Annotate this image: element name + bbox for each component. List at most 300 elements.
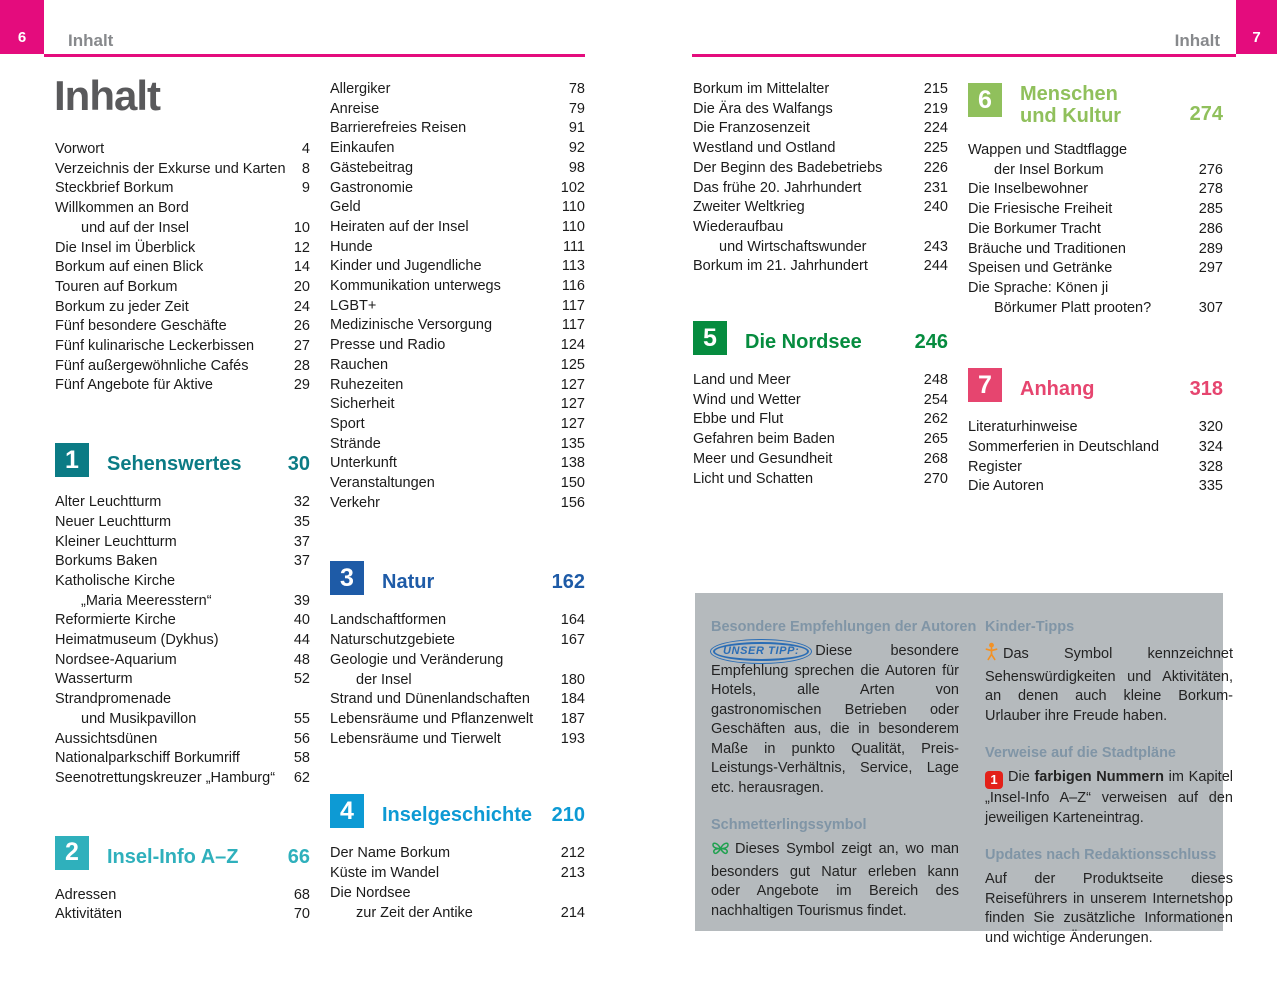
toc-entry xyxy=(693,198,948,218)
toc-entry xyxy=(55,258,310,278)
section-page-number: 30 xyxy=(287,453,310,476)
toc-entry xyxy=(330,376,585,396)
section-number-badge: 5 xyxy=(693,321,727,355)
toc-entry-page: 328 xyxy=(1198,458,1223,475)
section-page-number: 318 xyxy=(1189,378,1223,401)
toc-entry xyxy=(330,631,585,651)
toc-entry-label: Aktivitäten xyxy=(55,906,122,923)
toc-entry-label: der Insel Borkum xyxy=(994,161,1104,178)
toc-entry xyxy=(968,279,1223,299)
toc-entry-label: Die Borkumer Tracht xyxy=(968,220,1101,237)
toc-entry xyxy=(55,493,310,513)
toc-entry-page: 289 xyxy=(1198,240,1223,257)
toc-entry xyxy=(55,552,310,572)
toc-entry xyxy=(968,240,1223,260)
toc-entry xyxy=(693,430,948,450)
toc-entry-page: 262 xyxy=(923,411,948,428)
toc-entry xyxy=(55,239,310,259)
toc-entry-page: 110 xyxy=(561,199,585,216)
toc-entry-page: 213 xyxy=(560,865,585,882)
toc-entry-page: 14 xyxy=(293,259,310,276)
running-header-right: Inhalt xyxy=(1174,31,1220,50)
toc-entry-label: Wiederaufbau xyxy=(693,218,784,235)
toc-entry-page: 56 xyxy=(293,730,310,747)
toc-column-2 xyxy=(330,80,585,923)
toc-entry-page: 286 xyxy=(1198,220,1223,237)
legend-paragraph-empfehlungen xyxy=(711,642,959,798)
toc-entry-page: 219 xyxy=(923,100,948,117)
toc-entry-page: 113 xyxy=(561,258,585,275)
toc-entry-page: 39 xyxy=(293,592,310,609)
toc-entry xyxy=(330,884,585,904)
toc-entry-label: Adressen xyxy=(55,886,117,903)
section-header-nordsee xyxy=(693,321,948,355)
toc-entry xyxy=(968,161,1223,181)
toc-entry-page: 52 xyxy=(293,671,310,688)
toc-entry-label: Land und Meer xyxy=(693,372,791,389)
toc-entry xyxy=(55,670,310,690)
toc-geschichte-list xyxy=(693,80,948,277)
toc-entry-label: Bräuche und Traditionen xyxy=(968,240,1126,257)
toc-entry xyxy=(330,198,585,218)
toc-entry-label: Literaturhinweise xyxy=(968,419,1078,436)
legend-text: Das Symbol kennzeichnet Sehenswürdigkeiten und Aktivitäten, an denen auch kleine Borkum-Urlauber ihre Freude haben. xyxy=(985,646,1233,724)
toc-entry-page: 243 xyxy=(923,238,948,255)
section-page-number: 66 xyxy=(287,845,310,868)
toc-entry xyxy=(330,159,585,179)
toc-entry-page: 248 xyxy=(923,372,948,389)
toc-entry-page: 58 xyxy=(293,750,310,767)
toc-entry-label: Die Sprache: Könen ji xyxy=(968,279,1109,296)
toc-entry-label: Der Name Borkum xyxy=(330,845,451,862)
toc-entry-label: Licht und Schatten xyxy=(693,470,814,487)
toc-entry-label: Neuer Leuchtturm xyxy=(55,513,172,530)
toc-entry xyxy=(55,749,310,769)
section-page-number: 246 xyxy=(914,331,948,354)
toc-entry-label: Heimatmuseum (Dykhus) xyxy=(55,632,219,649)
toc-entry-page: 55 xyxy=(293,710,310,727)
butterfly-icon xyxy=(711,841,730,863)
section-title: Sehenswertes xyxy=(107,453,242,476)
toc-entry-page: 10 xyxy=(293,219,310,236)
toc-entry-page: 297 xyxy=(1198,260,1223,277)
toc-entry-label: Fünf kulinarische Leckerbissen xyxy=(55,338,255,355)
toc-entry-label: Katholische Kirche xyxy=(55,572,176,589)
toc-entry xyxy=(330,316,585,336)
toc-entry-page: 12 xyxy=(293,239,310,256)
toc-entry-page: 254 xyxy=(923,391,948,408)
toc-entry-label: Der Beginn des Badebetriebs xyxy=(693,159,883,176)
toc-entry xyxy=(55,278,310,298)
section-page-number: 210 xyxy=(551,804,585,827)
toc-entry-label: Anreise xyxy=(330,100,380,117)
toc-entry-page: 24 xyxy=(293,298,310,315)
toc-entry-page: 37 xyxy=(293,533,310,550)
toc-entry xyxy=(330,179,585,199)
toc-entry-page: 79 xyxy=(568,100,585,117)
toc-entry xyxy=(55,690,310,710)
toc-entry xyxy=(55,199,310,219)
toc-entry-label: und Musikpavillon xyxy=(81,710,197,727)
toc-entry xyxy=(330,454,585,474)
toc-entry-label: Die Nordsee xyxy=(330,884,411,901)
toc-entry-label: Verzeichnis der Exkurse und Karten xyxy=(55,160,286,177)
legend-text: Dieses Symbol zeigt an, wo man besonders gut Natur erleben kann oder Angebote im Bereich des nachhaltigen Tourismus findet. xyxy=(711,841,959,919)
toc-entry xyxy=(330,119,585,139)
section-title: Die Nordsee xyxy=(745,331,862,354)
toc-entry-label: und Wirtschaftswunder xyxy=(719,238,867,255)
toc-entry-page: 48 xyxy=(293,651,310,668)
toc-entry xyxy=(693,119,948,139)
toc-entry-label: Wappen und Stadtflagge xyxy=(968,142,1128,158)
toc-entry-label: Borkum zu jeder Zeit xyxy=(55,298,189,315)
toc-entry-label: Veranstaltungen xyxy=(330,475,435,492)
toc-entry-label: der Insel xyxy=(356,671,412,688)
toc-entry-label: Geologie und Veränderung xyxy=(330,651,504,668)
toc-entry-page: 226 xyxy=(923,159,948,176)
section-header-menschen-kultur xyxy=(968,83,1223,127)
toc-entry xyxy=(55,337,310,357)
child-icon xyxy=(985,642,998,668)
toc-entry-page: 285 xyxy=(1198,201,1223,218)
toc-entry xyxy=(330,356,585,376)
toc-entry-page: 212 xyxy=(560,845,585,862)
toc-entry-page: 265 xyxy=(923,431,948,448)
toc-entry xyxy=(693,410,948,430)
section-header-sehenswertes xyxy=(55,443,310,477)
toc-entry-page: 127 xyxy=(560,415,585,432)
toc-entry xyxy=(968,141,1223,161)
toc-entry-label: Die Inselbewohner xyxy=(968,181,1089,198)
legend-heading-empfehlungen: Besondere Empfehlungen der Autoren xyxy=(711,619,977,635)
section-number-badge: 2 xyxy=(55,836,89,870)
toc-entry xyxy=(55,905,310,925)
toc-entry-label: Nationalparkschiff Borkumriff xyxy=(55,750,240,767)
toc-entry-label: Einkaufen xyxy=(330,140,395,157)
toc-entry-label: Borkum im Mittelalter xyxy=(693,81,830,97)
toc-entry-label: Touren auf Borkum xyxy=(55,278,178,295)
toc-entry-page: 91 xyxy=(568,120,585,137)
toc-entry xyxy=(330,671,585,691)
toc-entry-page: 26 xyxy=(293,318,310,335)
toc-entry xyxy=(968,180,1223,200)
toc-entry xyxy=(330,844,585,864)
section-header-insel-info xyxy=(55,836,310,870)
toc-entry-page: 138 xyxy=(560,455,585,472)
toc-entry xyxy=(330,257,585,277)
toc-entry-label: Seenotrettungskreuzer „Hamburg“ xyxy=(55,769,276,786)
toc-entry xyxy=(55,160,310,180)
toc-entry xyxy=(330,690,585,710)
toc-entry-page: 307 xyxy=(1198,299,1223,316)
toc-entry-page: 4 xyxy=(301,141,310,157)
legend-heading-schmetterling: Schmetterlingssymbol xyxy=(711,817,867,833)
toc-entry xyxy=(55,376,310,396)
toc-entry xyxy=(330,100,585,120)
toc-entry-page: 98 xyxy=(568,159,585,176)
map-number-badge: 1 xyxy=(985,771,1003,789)
toc-entry-page: 278 xyxy=(1198,181,1223,198)
legend-text: Die xyxy=(1008,769,1035,785)
section-page-number: 274 xyxy=(1189,103,1223,125)
page-number-right: 7 xyxy=(1252,29,1261,46)
page-number-left: 6 xyxy=(17,29,27,46)
toc-entry-page: 78 xyxy=(568,81,585,97)
toc-entry-label: Alter Leuchtturm xyxy=(55,494,162,511)
toc-entry xyxy=(693,450,948,470)
toc-entry-page: 124 xyxy=(560,337,585,354)
toc-entry-page: 184 xyxy=(560,691,585,708)
toc-entry-label: Gästebeitrag xyxy=(330,159,414,176)
toc-entry-label: Reformierte Kirche xyxy=(55,612,176,629)
toc-entry-label: Fünf besondere Geschäfte xyxy=(55,318,227,335)
toc-entry xyxy=(330,710,585,730)
toc-section6-list xyxy=(968,141,1223,318)
toc-entry-page: 180 xyxy=(560,671,585,688)
toc-entry-label: Allergiker xyxy=(330,81,391,97)
toc-entry-label: Nordsee-Aquarium xyxy=(55,651,177,668)
toc-entry xyxy=(693,218,948,238)
toc-entry-label: zur Zeit der Antike xyxy=(356,904,473,921)
toc-entry-label: Geld xyxy=(330,199,361,216)
toc-entry-label: Register xyxy=(968,458,1022,475)
legend-info-box xyxy=(695,593,1233,946)
toc-entry-page: 9 xyxy=(301,180,310,197)
toc-entry-label: Küste im Wandel xyxy=(330,865,440,882)
toc-entry-label: Zweiter Weltkrieg xyxy=(693,199,805,216)
toc-entry-label: Lebensräume und Tierwelt xyxy=(330,730,501,747)
toc-section5-list xyxy=(693,371,948,489)
toc-entry-page: 35 xyxy=(293,513,310,530)
toc-entry-label: Rauchen xyxy=(330,356,389,373)
toc-entry-label: Aussichtsdünen xyxy=(55,730,158,747)
toc-entry xyxy=(330,238,585,258)
legend-paragraph-stadtplaene xyxy=(985,768,1233,828)
toc-entry xyxy=(55,886,310,906)
header-rule-right xyxy=(692,54,1236,57)
toc-entry-page: 225 xyxy=(923,140,948,157)
toc-entry-page: 27 xyxy=(293,338,310,355)
toc-section2-list xyxy=(55,886,310,925)
toc-entry xyxy=(330,395,585,415)
toc-entry-page: 70 xyxy=(293,906,310,923)
legend-heading-kinder: Kinder-Tipps xyxy=(985,619,1075,635)
toc-entry xyxy=(55,651,310,671)
toc-entry-page: 29 xyxy=(293,377,310,394)
toc-entry xyxy=(693,80,948,100)
legend-paragraph-schmetterling xyxy=(711,840,959,921)
toc-column-4 xyxy=(968,83,1223,497)
toc-entry xyxy=(968,259,1223,279)
section-title-line2: und Kultur xyxy=(1020,105,1122,127)
toc-entry-page: 68 xyxy=(293,886,310,903)
toc-entry-label: Vorwort xyxy=(55,141,105,157)
section-header-natur xyxy=(330,561,585,595)
toc-entry-page: 244 xyxy=(923,258,948,275)
toc-section1-list xyxy=(55,493,310,789)
toc-entry-label: Kleiner Leuchtturm xyxy=(55,533,177,550)
toc-entry xyxy=(55,611,310,631)
legend-heading-stadtplaene: Verweise auf die Stadtpläne xyxy=(985,745,1176,761)
toc-entry-label: Verkehr xyxy=(330,494,380,511)
toc-entry-label: Ruhezeiten xyxy=(330,376,404,393)
toc-entry xyxy=(55,710,310,730)
toc-entry-page: 324 xyxy=(1198,439,1223,456)
toc-section3-list xyxy=(330,611,585,749)
toc-entry-page: 37 xyxy=(293,553,310,570)
toc-entry xyxy=(968,438,1223,458)
toc-entry-label: LGBT+ xyxy=(330,297,377,314)
toc-entry xyxy=(693,159,948,179)
toc-entry-page: 127 xyxy=(560,396,585,413)
toc-entry xyxy=(330,474,585,494)
toc-entry-label: Barrierefreies Reisen xyxy=(330,120,467,137)
toc-entry xyxy=(55,219,310,239)
toc-entry xyxy=(330,611,585,631)
toc-entry-page: 44 xyxy=(293,632,310,649)
toc-entry-label: Naturschutzgebiete xyxy=(330,632,455,649)
toc-entry-label: Fünf außergewöhnliche Cafés xyxy=(55,357,249,374)
toc-entry xyxy=(330,139,585,159)
toc-entry xyxy=(330,864,585,884)
toc-entry xyxy=(693,238,948,258)
toc-entry-page: 20 xyxy=(293,278,310,295)
toc-entry-page: 276 xyxy=(1198,161,1223,178)
section-number-badge: 1 xyxy=(55,443,89,477)
toc-entry-label: Landschaftformen xyxy=(330,612,447,629)
toc-entry-label: Meer und Gesundheit xyxy=(693,450,833,467)
toc-entry xyxy=(330,730,585,750)
toc-entry xyxy=(55,769,310,789)
toc-entry-page: 111 xyxy=(562,238,585,255)
toc-entry xyxy=(55,317,310,337)
toc-entry xyxy=(693,391,948,411)
section-number-badge: 7 xyxy=(968,368,1002,402)
toc-entry xyxy=(968,220,1223,240)
toc-entry-label: Sommerferien in Deutschland xyxy=(968,439,1160,456)
toc-entry-label: Sicherheit xyxy=(330,396,395,413)
toc-entry-label: Heiraten auf der Insel xyxy=(330,218,469,235)
toc-entry-label: Medizinische Versorgung xyxy=(330,317,493,334)
toc-entry xyxy=(968,418,1223,438)
toc-entry-label: Das frühe 20. Jahrhundert xyxy=(693,179,862,196)
toc-entry-page: 156 xyxy=(560,494,585,511)
toc-entry xyxy=(55,513,310,533)
toc-entry xyxy=(55,592,310,612)
toc-entry-page: 117 xyxy=(561,297,585,314)
toc-entry-page: 127 xyxy=(560,376,585,393)
toc-entry-label: Borkums Baken xyxy=(55,553,158,570)
toc-entry-page: 92 xyxy=(568,140,585,157)
toc-entry-label: Gefahren beim Baden xyxy=(693,431,835,448)
toc-entry-label: Lebensräume und Pflanzenwelt xyxy=(330,710,534,727)
toc-entry xyxy=(55,140,310,160)
toc-entry-page: 150 xyxy=(560,475,585,492)
toc-entry-label: Westland und Ostland xyxy=(693,140,836,157)
toc-entry-label: Fünf Angebote für Aktive xyxy=(55,377,213,394)
section-title-line1: Menschen xyxy=(1020,83,1118,105)
toc-entry-label: Hunde xyxy=(330,238,373,255)
section-title: Insel-Info A–Z xyxy=(107,845,239,868)
toc-entry-label: Borkum auf einen Blick xyxy=(55,259,204,276)
toc-entry-label: Wind und Wetter xyxy=(693,391,801,408)
toc-entry xyxy=(330,651,585,671)
toc-entry-label: Die Autoren xyxy=(968,478,1044,495)
toc-entry-page: 116 xyxy=(561,278,585,295)
toc-entry-page: 40 xyxy=(293,612,310,629)
section-title: Inselgeschichte xyxy=(382,804,533,827)
toc-column-3 xyxy=(693,80,948,489)
toc-entry xyxy=(55,631,310,651)
toc-entry xyxy=(330,80,585,100)
toc-column-1 xyxy=(55,140,310,925)
legend-column-right xyxy=(985,619,1233,967)
toc-entry-page: 193 xyxy=(560,730,585,747)
toc-entry-label: Unterkunft xyxy=(330,455,397,472)
toc-entry-page: 240 xyxy=(923,199,948,216)
toc-entry-page: 335 xyxy=(1198,478,1223,495)
toc-section4-list xyxy=(330,844,585,923)
toc-entry-label: Die Insel im Überblick xyxy=(55,239,196,256)
toc-entry xyxy=(330,336,585,356)
toc-entry-label: und auf der Insel xyxy=(81,219,190,236)
toc-entry-label: Börkumer Platt prooten? xyxy=(994,299,1152,316)
toc-entry-label: Kommunikation unterwegs xyxy=(330,278,501,295)
toc-entry xyxy=(330,494,585,514)
page-number-tab-left xyxy=(0,0,44,54)
toc-entry-page: 164 xyxy=(560,612,585,629)
toc-entry-label: Willkommen an Bord xyxy=(55,200,189,217)
toc-entry xyxy=(968,458,1223,478)
legend-column-left xyxy=(711,619,977,940)
toc-entry xyxy=(330,435,585,455)
page-title: Inhalt xyxy=(54,72,160,119)
toc-entry-page: 187 xyxy=(560,710,585,727)
toc-entry xyxy=(55,730,310,750)
toc-entry-page: 8 xyxy=(301,160,310,177)
toc-entry-label: Gastronomie xyxy=(330,179,414,196)
legend-text: im Kapitel „Insel-Info A–Z“ verweisen auf den jeweiligen Karteneintrag. xyxy=(985,769,1233,826)
toc-entry xyxy=(330,415,585,435)
toc-entry-page: 214 xyxy=(560,904,585,921)
toc-entry-label: Die Ära des Walfangs xyxy=(693,100,833,117)
toc-entry xyxy=(693,371,948,391)
toc-entry-page: 135 xyxy=(560,435,585,452)
section-number-badge: 3 xyxy=(330,561,364,595)
toc-entry-label: Strandpromenade xyxy=(55,691,172,708)
legend-paragraph-updates xyxy=(985,870,1233,948)
toc-entry xyxy=(55,179,310,199)
toc-entry xyxy=(693,139,948,159)
header-rule-left xyxy=(44,54,585,57)
toc-entry-page: 110 xyxy=(561,218,585,235)
toc-entry-page: 117 xyxy=(561,317,585,334)
section-header-inselgeschichte xyxy=(330,794,585,828)
unser-tipp-badge: UNSER TIPP: xyxy=(713,642,809,661)
toc-entry-page: 268 xyxy=(923,450,948,467)
legend-paragraph-kinder xyxy=(985,642,1233,726)
toc-entry-label: Speisen und Getränke xyxy=(968,260,1113,277)
section-header-anhang xyxy=(968,368,1223,402)
toc-insel-info-list xyxy=(330,80,585,513)
toc-entry-page: 62 xyxy=(293,769,310,786)
toc-entry xyxy=(55,572,310,592)
toc-section7-list xyxy=(968,418,1223,497)
toc-entry xyxy=(693,179,948,199)
toc-entry xyxy=(968,477,1223,497)
toc-entry xyxy=(330,218,585,238)
toc-entry-page: 215 xyxy=(923,81,948,97)
